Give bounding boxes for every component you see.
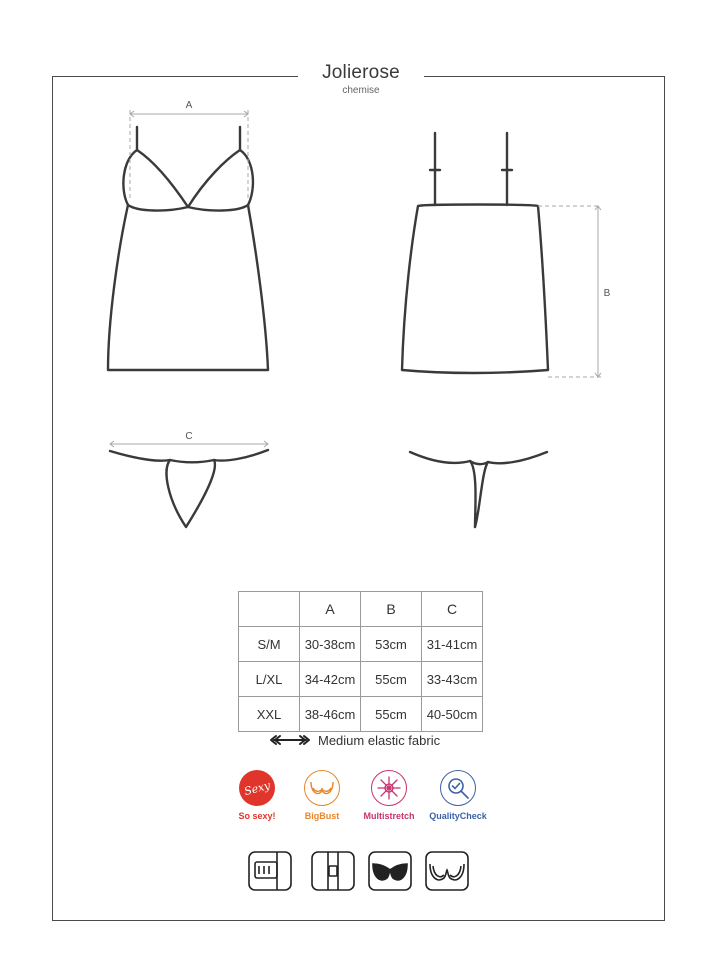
measure-cell-a: 38-46cm [300,697,361,732]
column-header-b: B [361,592,422,627]
dimension-a [130,110,248,200]
badge-label: So sexy! [238,811,276,821]
title-block [298,60,424,100]
badge-quality-check [423,770,493,821]
measure-cell-b: 55cm [361,662,422,697]
measure-cell-c: 40-50cm [422,697,483,732]
quality-check-icon [440,770,476,806]
measure-cell-a: 30-38cm [300,627,361,662]
padded-cups-icon [367,850,413,892]
fabric-note-text: Medium elastic fabric [318,732,441,748]
measure-cell-c: 33-43cm [422,662,483,697]
measure-cell-b: 53cm [361,627,422,662]
thong-front-drawing [110,450,268,527]
table-row [239,627,483,662]
measure-cell-b: 55cm [361,697,422,732]
size-cell: XXL [239,697,300,732]
badge-label: BigBust [304,811,340,821]
fabric-note [268,731,440,749]
chemise-back-drawing [402,133,548,373]
thong-back-drawing [410,452,547,527]
product-subtitle: chemise [342,85,380,96]
dimension-label-c: C [185,431,193,442]
size-cell: L/XL [239,662,300,697]
badge-label: QualityCheck [429,811,487,821]
badge-so-sexy [225,770,289,821]
front-closure-icon [310,850,356,892]
chemise-front-drawing [108,127,268,370]
size-cell: S/M [239,627,300,662]
product-title: Jolierose [322,62,400,83]
badges-row [230,770,492,830]
dimension-label-a: A [185,100,193,111]
dimension-label-b: B [603,288,611,299]
badge-multistretch [357,770,421,821]
measure-cell-c: 31-41cm [422,627,483,662]
size-table-corner [239,592,300,627]
elastic-arrows-icon [268,734,312,746]
hook-eye-closure-icon [247,850,293,892]
column-header-c: C [422,592,483,627]
size-table [238,591,483,732]
bigbust-icon [304,770,340,806]
feature-icons-row [0,850,717,892]
multistretch-icon [371,770,407,806]
sexy-icon: Sexy [239,770,275,806]
underwire-icon [424,850,470,892]
size-table-header [239,592,483,627]
badge-label: Multistretch [363,811,415,821]
table-row [239,662,483,697]
measure-cell-a: 34-42cm [300,662,361,697]
badge-bigbust [290,770,354,821]
table-row [239,697,483,732]
column-header-a: A [300,592,361,627]
